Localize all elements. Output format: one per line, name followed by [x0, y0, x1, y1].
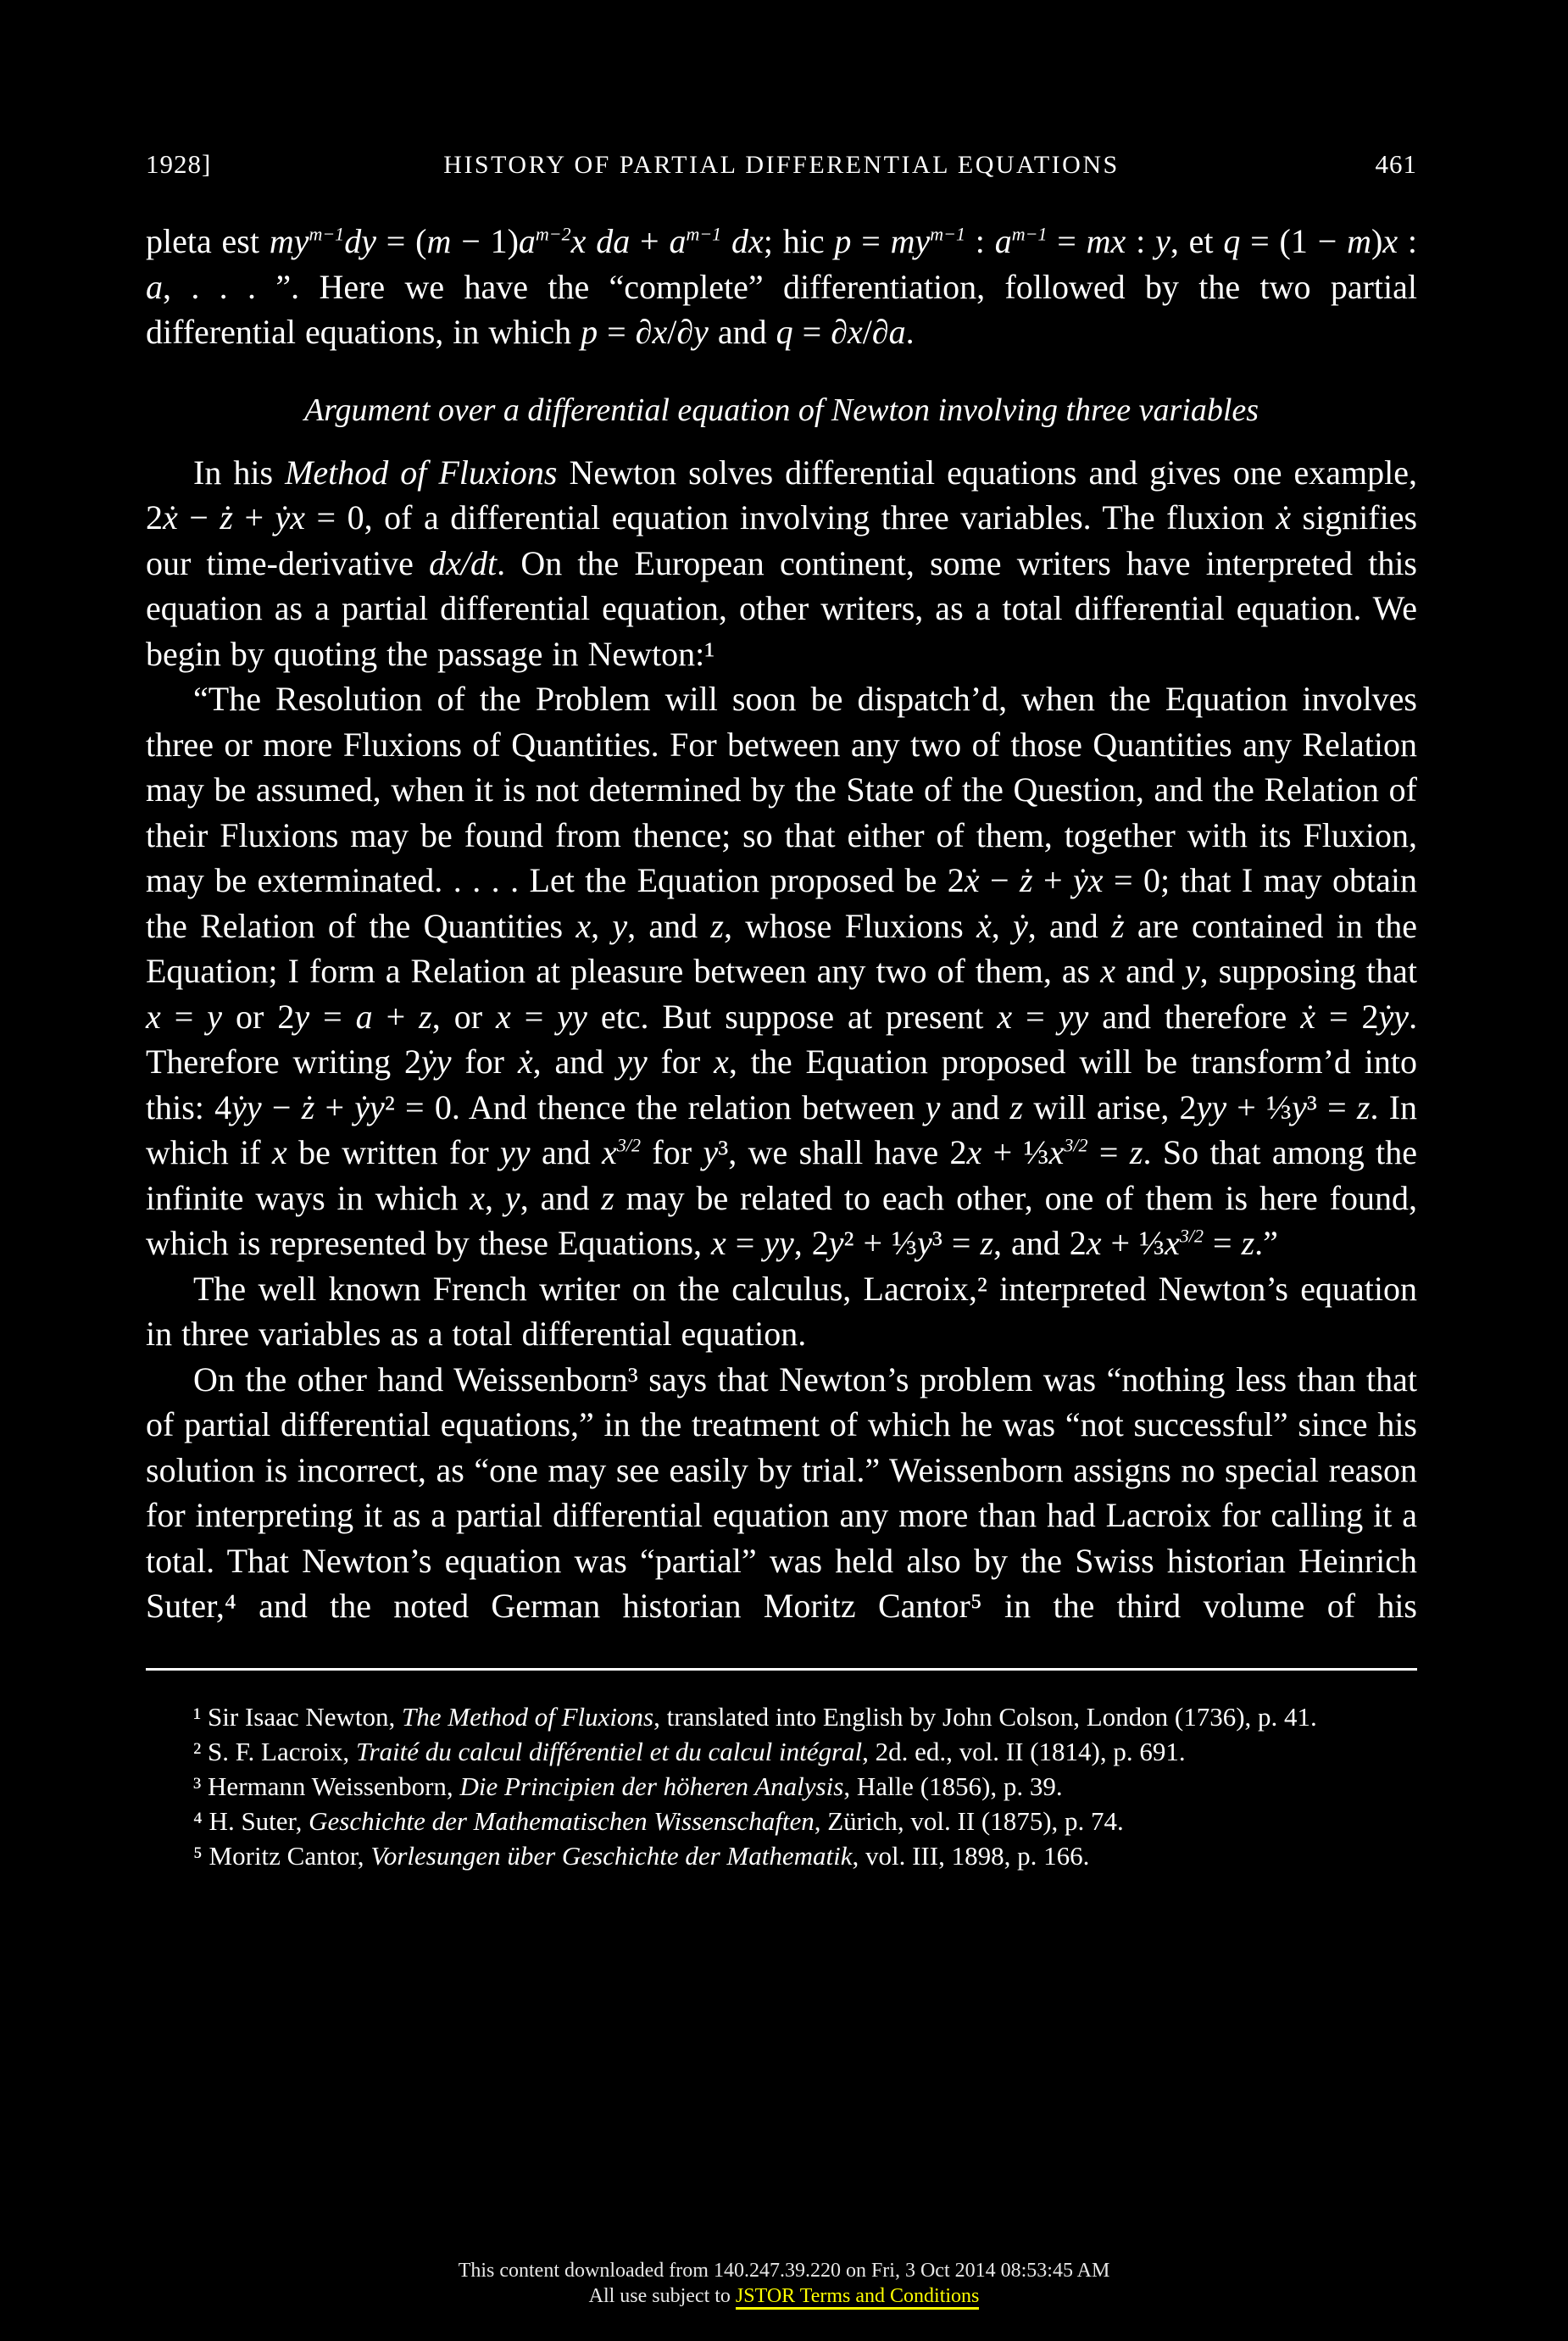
jstor-footer	[0, 2258, 1568, 2309]
download-stamp: This content downloaded from 140.247.39.220 on Fri, 3 Oct 2014 08:53:45 AM	[458, 2260, 1110, 2282]
footnote-2-lacroix: ² S. F. Lacroix, Traité du calcul différentiel et du calcul intégral, 2d. ed., vol. II (1814), p. 691.	[193, 1736, 1186, 1766]
page-number: 461	[1375, 149, 1417, 179]
footnote-3-weissenborn: ³ Hermann Weissenborn, Die Principien der höheren Analysis, Halle (1856), p. 39.	[193, 1771, 1063, 1801]
page-body	[146, 219, 1417, 1873]
volume-year-label: 1928]	[146, 149, 212, 179]
footnote-divider-rule	[146, 1668, 1417, 1671]
footnotes-block	[146, 1699, 1417, 1873]
paragraph-lacroix-interpretation: The well known French writer on the calculus, Lacroix,² interpreted Newton’s equation in three variables as a total differential equation.	[146, 1269, 1417, 1353]
paragraph-weissenborn-suter-cantor: On the other hand Weissenborn³ says that Newton’s problem was “nothing less than that of partial differential equations,” in the treatment of which he was “not successful” since his solution is incorrect, as “one may see easily by trial.” Weissenborn assigns no special reason for interpreting it as a partial differential equation any more than had Lacroix for calling it a total. That Newton’s equation was “partial” was held also by the Swiss historian Heinrich Suter,⁴ and the noted German historian Moritz Cantor⁵ in the third volume of his	[146, 1360, 1417, 1625]
terms-line	[0, 2283, 1568, 2309]
running-head	[146, 149, 1417, 180]
footnote-5-cantor: ⁵ Moritz Cantor, Vorlesungen über Geschichte der Mathematik, vol. III, 1898, p. 166.	[193, 1840, 1090, 1871]
footnote-4-suter: ⁴ H. Suter, Geschichte der Mathematischen Wissenschaften, Zürich, vol. II (1875), p. 74.	[193, 1805, 1124, 1836]
footnote-1-newton: ¹ Sir Isaac Newton, The Method of Fluxions, translated into English by John Colson, London (1736), p. 41.	[193, 1701, 1317, 1732]
terms-prefix: All use subject to	[588, 2285, 736, 2307]
jstor-terms-link[interactable]: JSTOR Terms and Conditions	[736, 2285, 979, 2310]
article-title: HISTORY OF PARTIAL DIFFERENTIAL EQUATIONS	[443, 151, 1120, 179]
paragraph-newton-fluxions-intro: In his Method of Fluxions Newton solves differential equations and gives one example, 2ẋ − ż + ẏx = 0, of a differential equation involving three variables. The fluxion ẋ signifies our time-derivative dx/dt. On the European continent, some writers have interpreted this equation as a partial differential equation, other writers, as a total differential equation. We begin by quoting the passage in Newton:¹	[146, 453, 1418, 673]
paragraph-newton-quotation: “The Resolution of the Problem will soon be dispatch’d, when the Equation involves three or more Fluxions of Quantities. For between any two of those Quantities any Relation may be assumed, when it is not determined by the State of the Question, and the Relation of their Fluxions may be found from thence; so that either of them, together with its Fluxion, may be exterminated. . . . . Let the Equation proposed be 2ẋ − ż + ẏx = 0; that I may obtain the Relation of the Quantities x, y, and z, whose Fluxions ẋ, ẏ, and ż are contained in the Equation; I form a Relation at pleasure between any two of them, as x and y, supposing that x = y or 2y = a + z, or x = yy etc. But suppose at present x = yy and therefore ẋ = 2ẏy. Therefore writing 2ẏy for ẋ, and yy for x, the Equation proposed will be transform’d into this: 4ẏy − ż + ẏy² = 0. And thence the relation between y and z will arise, 2yy + ⅓y³ = z. In which if x be written for yy and $x^{3/2}$ for y³, we shall have $2x + \frac{1}{3}x^{3/2} = z$. So that among the infinite ways in which x, y, and z may be related to each other, one of them is here found, which is represented by these Equations, x = yy, 2y² + ⅓y³ = z, and $2x + \frac{1}{3}x^{3/2} = z$.”	[146, 680, 1418, 1262]
paragraph-latin-continuation: pleta est $my^{m-1}dy = (m - 1)a^{m-2}x$ da + $a^{m-1}$ dx; hic $p = my^{m-1}$ : $a^{m-1}$ = mx : y, et q = (1 − m)x : a, . . . ”. Here we have the “complete” differentiation, followed by the two partial differential equations, in which p = ∂x/∂y and q = ∂x/∂a.	[146, 222, 1418, 351]
section-heading: Argument over a differential equation of Newton involving three variables	[303, 392, 1259, 428]
